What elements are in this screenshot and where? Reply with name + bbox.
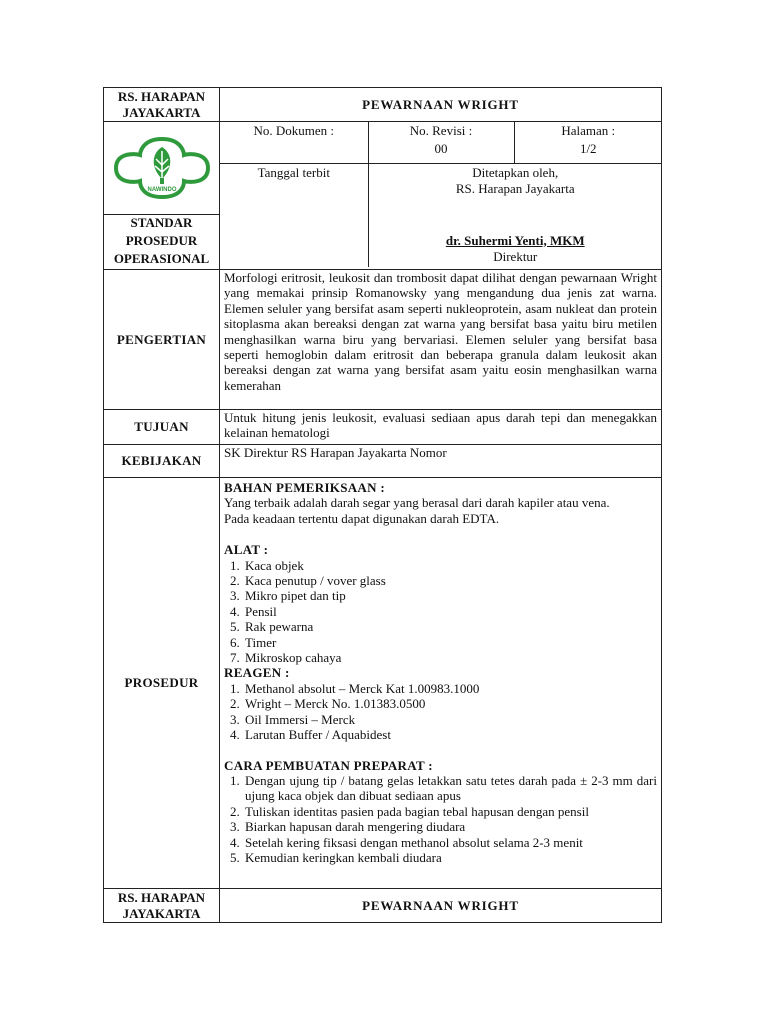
ditetapkan-line1: Ditetapkan oleh, [472,164,559,180]
ditetapkan-line2: RS. Harapan Jayakarta [455,180,575,196]
ditetapkan-cell [368,163,662,267]
meta-table [220,122,662,267]
cara-item: 1. Dengan ujung tip / batang gelas letakkan satu tetes darah pada ± 2-3 mm dari ujung kaca objek dan dibuat sediaan apus [243,773,657,804]
sop-label-text: STANDAR PROSEDUR OPERASIONAL [113,215,210,266]
sop-label [104,215,219,269]
alat-item: 5. Rak pewarna [243,619,657,634]
tujuan-label: TUJUAN [104,410,220,445]
no-dokumen-cell [220,122,368,163]
cara-item: 4. Setelah kering fiksasi dengan methanol absolut selama 2-3 menit [243,835,657,850]
alat-title: ALAT : [224,542,269,558]
reagen-item: 2. Wright – Merck No. 1.01383.0500 [243,696,657,711]
alat-item: 6. Timer [243,635,657,650]
signer-role: Direktur [493,248,538,264]
logo-text: NAWINDO [147,187,176,193]
no-revisi-cell [368,122,514,163]
alat-item: 3. Mikro pipet dan tip [243,588,657,603]
halaman-label: Halaman : [561,123,616,138]
halaman-value: 1/2 [579,141,597,156]
pengertian-label: PENGERTIAN [104,270,220,410]
document-meta [220,122,662,270]
cara-title: CARA PEMBUATAN PREPARAT : [224,757,433,773]
logo-box [104,122,219,215]
hospital-name: RS. HARAPAN JAYAKARTA [104,88,220,122]
alat-item: 1. Kaca objek [243,558,657,573]
reagen-item: 3. Oil Immersi – Merck [243,712,657,727]
prosedur-label: PROSEDUR [104,478,220,889]
alat-item: 7. Mikroskop cahaya [243,650,657,665]
sop-table [103,87,662,923]
kebijakan-label: KEBIJAKAN [104,445,220,478]
no-revisi-label: No. Revisi : [409,123,473,138]
alat-item: 2. Kaca penutup / vover glass [243,573,657,588]
sop-document [103,87,661,923]
no-dokumen-label: No. Dokumen : [253,123,335,138]
reagen-item: 4. Larutan Buffer / Aquabidest [243,727,657,742]
reagen-title: REAGEN : [224,665,290,681]
signer-name: dr. Suhermi Yenti, MKM [445,232,585,248]
tujuan-text: Untuk hitung jenis leukosit, evaluasi sediaan apus darah tepi dan menegakkan kelainan hematologi [220,410,662,445]
bahan-title: BAHAN PEMERIKSAAN : [224,480,385,495]
bahan-line2: Pada keadaan tertentu dapat digunakan darah EDTA. [224,510,500,526]
footer-document-title: PEWARNAAN WRIGHT [220,889,662,923]
cara-item: 2. Tuliskan identitas pasien pada bagian tebal hapusan dengan pensil [243,804,657,819]
pengertian-text: Morfologi eritrosit, leukosit dan trombosit dapat dilihat dengan pewarnaan Wright yang memakai prinsip Romanowsky yang mengandung dua jenis zat warna. Elemen seluler yang bersifat asam seperti nukleoprotein, asam nukleat dan protein sitoplasma akan bereaksi dengan zat warna yang bersifat basa yaitu biru metilen menghasilkan warna biru yang bervariasi. Elemen seluler yang bersifat basa seperti hemoglobin dalam eritrosit dan beberapa granula dalam leukosit akan bereaksi dengan zat warna yang bersifat asam yaitu eosin menghasilkan warna kemerahan [220,270,662,410]
halaman-cell [514,122,662,163]
document-title: PEWARNAAN WRIGHT [220,88,662,122]
reagen-item: 1. Methanol absolut – Merck Kat 1.00983.1000 [243,681,657,696]
tanggal-label: Tanggal terbit [257,164,330,180]
kebijakan-text: SK Direktur RS Harapan Jayakarta Nomor [220,445,662,478]
tanggal-cell [220,163,368,267]
cara-item: 5. Kemudian keringkan kembali diudara [243,850,657,865]
bahan-line1: Yang terbaik adalah darah segar yang berasal dari darah kapiler atau vena. [224,495,610,511]
hospital-logo [110,133,214,203]
reagen-list [224,681,657,743]
prosedur-content [220,478,662,889]
no-revisi-value: 00 [434,141,448,156]
alat-list [224,558,657,666]
logo-and-sop-cell [104,122,220,270]
cara-item: 3. Biarkan hapusan darah mengering diudara [243,819,657,834]
alat-item: 4. Pensil [243,604,657,619]
cara-list [224,773,657,865]
footer-hospital-name: RS. HARAPAN JAYAKARTA [104,889,220,923]
